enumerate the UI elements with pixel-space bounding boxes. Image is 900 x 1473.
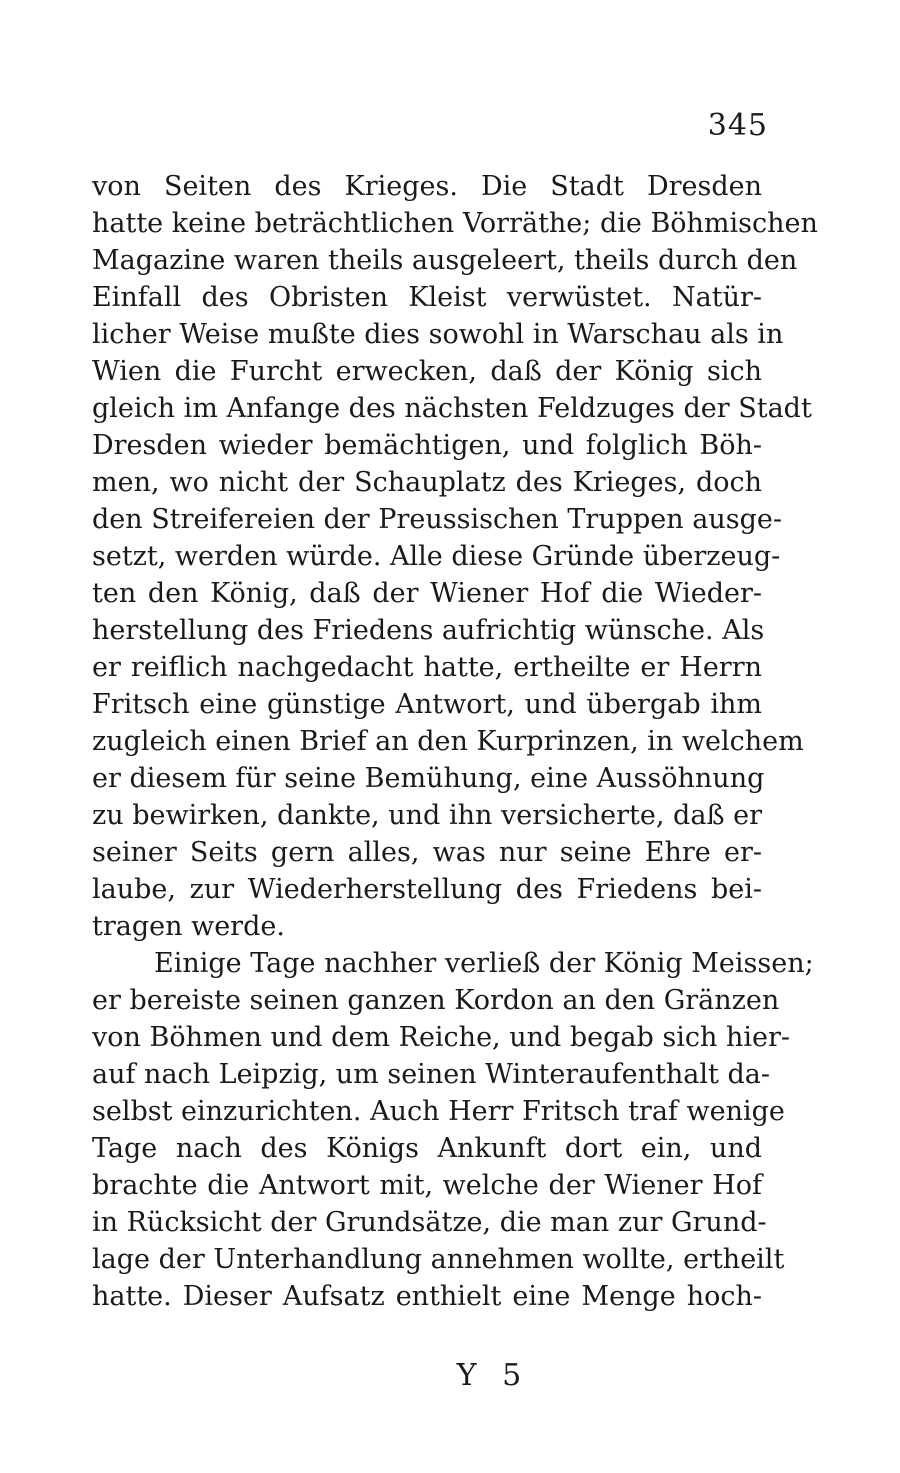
text-line: von Böhmen und dem Reiche, und begab sich hier- <box>92 1022 790 1053</box>
text-line: ten den König, daß der Wiener Hof die Wieder- <box>92 578 762 609</box>
text-line: zugleich einen Brief an den Kurprinzen, in welchem <box>92 726 804 757</box>
paragraph-2 <box>92 945 814 1315</box>
text-line: laube, zur Wiederherstellung des Friedens bei- <box>92 874 762 905</box>
text-line: hatte keine beträchtlichen Vorräthe; die Böhmischen <box>92 208 818 239</box>
text-line: den Streifereien der Preussischen Truppen ausge- <box>92 504 782 535</box>
page-number: 345 <box>707 108 768 143</box>
text-line: er diesem für seine Bemühung, eine Aussöhnung <box>92 763 765 794</box>
text-line: von Seiten des Krieges. Die Stadt Dresden <box>92 171 762 202</box>
text-line: men, wo nicht der Schauplatz des Krieges, doch <box>92 467 762 498</box>
text-line: setzt, werden würde. Alle diese Gründe überzeug- <box>92 541 781 572</box>
text-line: zu bewirken, dankte, und ihn versicherte, daß er <box>92 800 762 831</box>
text-line: herstellung des Friedens aufrichtig wünsche. Als <box>92 615 765 646</box>
text-line: Fritsch eine günstige Antwort, und übergab ihm <box>92 689 762 720</box>
text-line: licher Weise mußte dies sowohl in Warschau als in <box>92 319 784 350</box>
signature-mark: Y 5 <box>456 1358 530 1393</box>
text-line: Dresden wieder bemächtigen, und folglich Böh- <box>92 430 762 461</box>
text-line: er reiflich nachgedacht hatte, ertheilte er Herrn <box>92 652 762 683</box>
text-line: auf nach Leipzig, um seinen Winteraufenthalt da- <box>92 1059 770 1090</box>
body-text <box>92 168 818 1315</box>
text-line: Einfall des Obristen Kleist verwüstet. Natür- <box>92 282 762 313</box>
text-line: hatte. Dieser Aufsatz enthielt eine Menge hoch- <box>92 1281 762 1312</box>
text-line: selbst einzurichten. Auch Herr Fritsch traf wenige <box>92 1096 785 1127</box>
text-line: Einige Tage nachher verließ der König Meissen; <box>154 948 814 979</box>
text-line: seiner Seits gern alles, was nur seine Ehre er- <box>92 837 762 868</box>
text-line: Tage nach des Königs Ankunft dort ein, und <box>92 1133 762 1164</box>
text-line: tragen werde. <box>92 911 285 942</box>
text-line: gleich im Anfange des nächsten Feldzuges der Stadt <box>92 393 812 424</box>
text-line: brachte die Antwort mit, welche der Wiener Hof <box>92 1170 762 1201</box>
text-line: er bereiste seinen ganzen Kordon an den Gränzen <box>92 985 780 1016</box>
text-line: Magazine waren theils ausgeleert, theils durch den <box>92 245 798 276</box>
paragraph-1 <box>92 168 818 945</box>
text-line: lage der Unterhandlung annehmen wollte, ertheilt <box>92 1244 785 1275</box>
text-line: in Rücksicht der Grundsätze, die man zur Grund- <box>92 1207 767 1238</box>
text-line: Wien die Furcht erwecken, daß der König sich <box>92 356 762 387</box>
